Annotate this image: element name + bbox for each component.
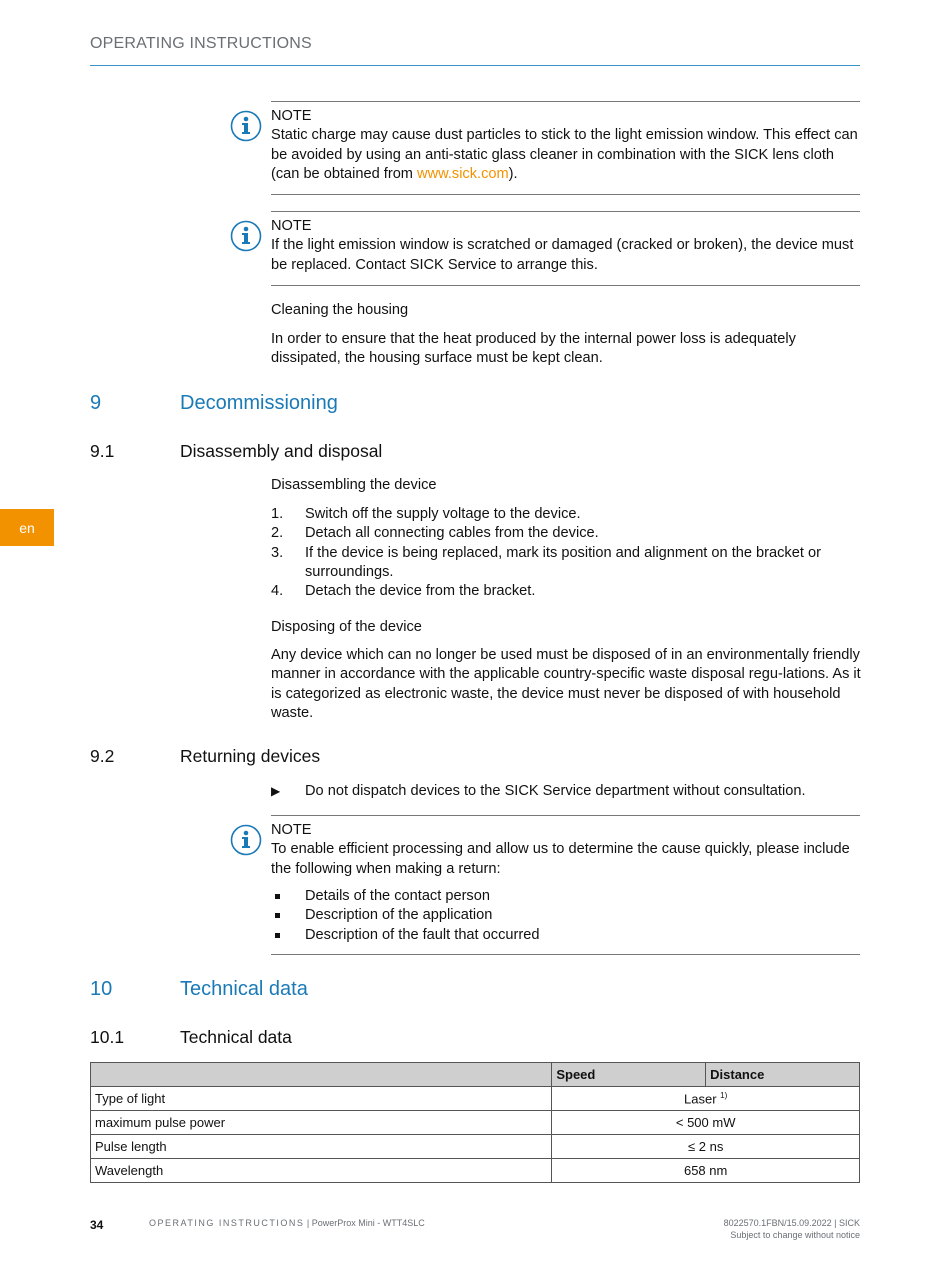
table-row [91,1111,860,1135]
step-text: Switch off the supply voltage to the device. [305,506,581,522]
footer-notice: Subject to change without notice [730,1229,860,1240]
language-tab[interactable]: en [0,509,54,546]
cleaning-heading: Cleaning the housing [271,302,409,318]
list-item [271,926,861,945]
subsection-title-technical-data: Technical data [180,1027,292,1047]
step-text: Detach all connecting cables from the device. [305,525,599,542]
note-bottom-rule [271,194,860,195]
section-number: 9 [90,392,102,414]
footer-product: PowerProx Mini - WTT4SLC [311,1218,425,1228]
subsection-number: 10.1 [90,1027,125,1047]
info-icon [230,824,262,856]
disassembly-steps [271,505,861,601]
note-top-rule [271,211,860,212]
bullet-icon [275,894,280,899]
step-text: If the device is being replaced, mark its position and alignment on the bracket or surroundings. [305,544,821,580]
note-returns [271,821,861,879]
header-rule [90,65,860,66]
table-cell-value: < 500 mW [552,1111,860,1135]
note-static-charge [271,107,861,185]
note-bottom-rule [271,285,860,286]
page-number: 34 [90,1218,104,1232]
page-header-title: OPERATING INSTRUCTIONS [90,35,312,52]
table-cell-value: 658 nm [552,1159,860,1183]
note-text-end: ). [508,166,518,183]
bullet-text: Details of the contact person [305,888,490,904]
info-icon [230,220,262,252]
subsection-number: 9.2 [90,746,115,766]
return-info-list [271,887,861,945]
footer-reference [724,1218,860,1241]
disassembling-heading: Disassembling the device [271,477,437,493]
sick-website-link[interactable]: www.sick.com [417,166,509,183]
note-top-rule [271,101,860,102]
list-item [271,887,861,906]
instruction-text: Do not dispatch devices to the SICK Service department without consultation. [305,783,806,799]
list-item [271,544,861,583]
note-label: NOTE [271,108,312,124]
table-header-distance: Distance [706,1063,860,1087]
subsection-number: 9.1 [90,441,115,461]
bullet-text: Description of the fault that occurred [305,926,540,943]
table-header-row [91,1063,860,1087]
note-text: If the light emission window is scratched or damaged (cracked or broken), the device must be replaced. Contact SICK Service to arrange this. [271,237,854,273]
table-cell-value: ≤ 2 ns [552,1135,860,1159]
table-cell-label: Type of light [91,1087,552,1111]
footer-doc-ref: 8022570.1FBN/15.09.2022 | SICK [723,1218,860,1228]
note-text: Static charge may cause dust particles to stick to the light emission window. This effect can be avoided by using an anti-static glass cleaner in combination with the SICK lens cloth (can be obtained from [271,127,858,183]
table-header-speed: Speed [552,1063,706,1087]
section-title-technical-data: Technical data [180,978,308,1000]
table-header-cell [91,1063,552,1087]
bullet-text: Description of the application [305,907,493,924]
note-scratched-window [271,217,861,275]
subsection-title-returning: Returning devices [180,746,321,766]
list-item [271,582,861,601]
table-cell-value [552,1087,860,1111]
note-label: NOTE [271,822,312,838]
list-item [271,906,861,925]
technical-data-table [90,1062,860,1183]
step-number: 2. [271,525,284,542]
list-item [271,505,861,524]
table-cell-label: Pulse length [91,1135,552,1159]
instruction-item [271,782,895,801]
table-row [91,1135,860,1159]
info-icon [230,110,262,142]
note-bottom-rule [271,954,860,955]
table-cell-label: maximum pulse power [91,1111,552,1135]
footnote-marker: 1) [720,1090,728,1100]
note-label: NOTE [271,218,312,234]
footer-doc-type: OPERATING INSTRUCTIONS [149,1218,305,1228]
list-item [271,524,861,543]
bullet-icon [275,933,280,938]
footer-separator: | [304,1218,312,1228]
step-text: Detach the device from the bracket. [305,583,536,600]
disposing-heading: Disposing of the device [271,619,422,635]
cleaning-text: In order to ensure that the heat produced by the internal power loss is adequately dissipated, the housing surface must be kept clean. [271,331,796,367]
step-number: 4. [271,583,284,600]
section-title-decommissioning: Decommissioning [180,392,338,414]
table-row [91,1159,860,1183]
note-text: To enable efficient processing and allow us to determine the cause quickly, please include the following when making a return: [271,841,850,877]
arrow-right-icon: ▶ [271,784,281,798]
step-number: 1. [271,506,284,522]
value-text: Laser [684,1091,717,1107]
section-number: 10 [90,978,113,1000]
subsection-title-disassembly: Disassembly and disposal [180,441,383,461]
disposing-text: Any device which can no longer be used must be disposed of in an environmentally friendly manner in accordance with the applicable country-specific waste disposal regu-lations. As it is categorized as electronic waste, the device must never be disposed of with household waste. [271,647,861,722]
bullet-icon [275,913,280,918]
note-top-rule [271,815,860,816]
step-number: 3. [271,544,284,561]
table-cell-label: Wavelength [91,1159,552,1183]
table-row [91,1087,860,1111]
footer-document-info [149,1218,425,1228]
